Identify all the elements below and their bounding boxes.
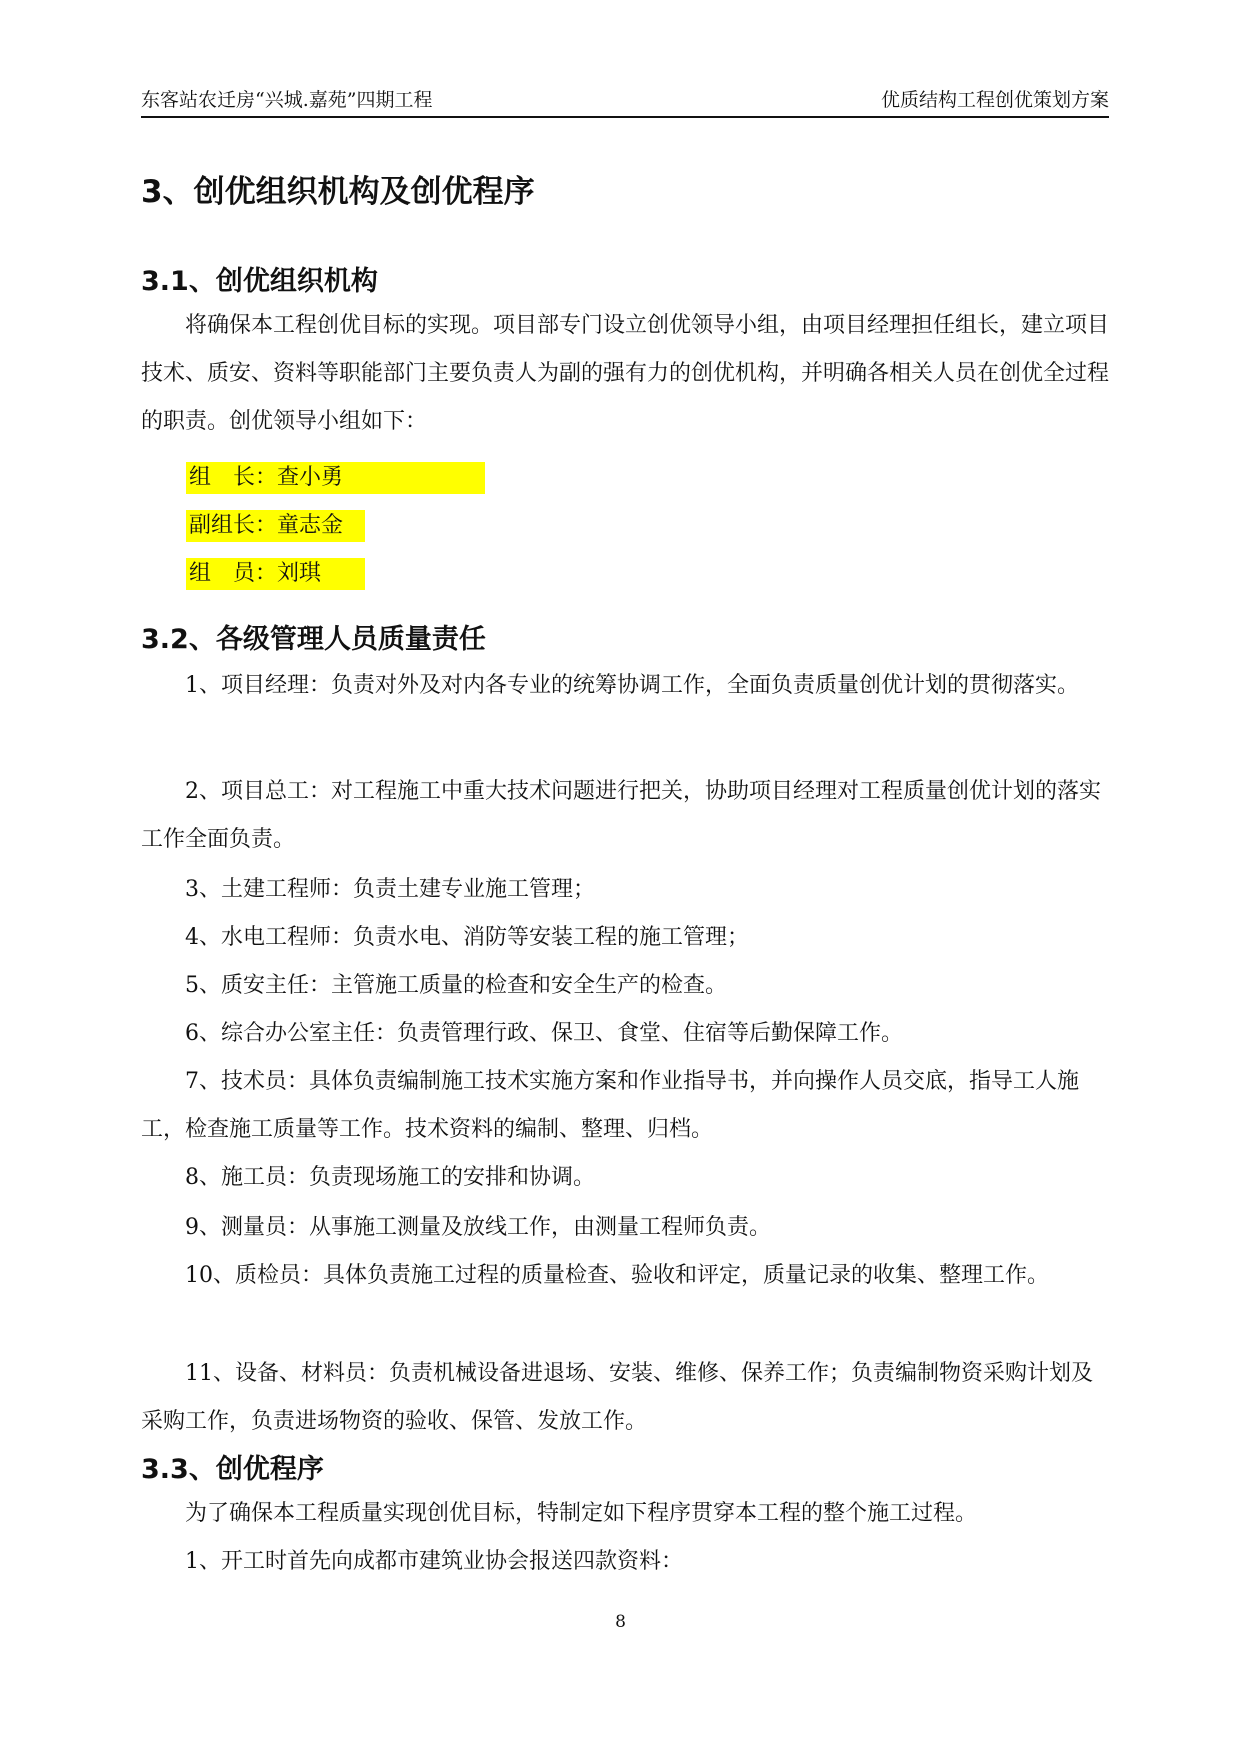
member-highlight: 组 员：刘琪 <box>186 558 365 590</box>
subsection-title-3-2: 3.2、各级管理人员质量责任 <box>141 624 486 655</box>
page-number: 8 <box>615 1612 626 1632</box>
responsibility-item: 4、水电工程师：负责水电、消防等安装工程的施工管理； <box>185 925 749 950</box>
responsibility-item: 7、技术员：具体负责编制施工技术实施方案和作业指导书，并向操作人员交底，指导工人施工，检查施工质量等工作。技术资料的编制、整理、归档。 <box>141 1069 1080 1142</box>
responsibility-item: 8、施工员：负责现场施工的安排和协调。 <box>185 1165 595 1190</box>
responsibility-item: 11、设备、材料员：负责机械设备进退场、安装、维修、保养工作；负责编制物资采购计划及采购工作，负责进场物资的验收、保管、发放工作。 <box>141 1361 1093 1434</box>
header-project-name: 东客站农迁房“兴城.嘉苑”四期工程 <box>141 89 433 111</box>
paragraph-3-3-item-1: 1、开工时首先向成都市建筑业协会报送四款资料： <box>185 1549 683 1574</box>
paragraph-3-1-intro: 将确保本工程创优目标的实现。项目部专门设立创优领导小组，由项目经理担任组长，建立项目技术、质安、资料等职能部门主要负责人为副的强有力的创优机构，并明确各相关人员在创优全过程的职责。创优领导小组如下： <box>141 313 1110 434</box>
responsibility-item: 6、综合办公室主任：负责管理行政、保卫、食堂、住宿等后勤保障工作。 <box>185 1021 903 1046</box>
header-divider <box>141 116 1109 118</box>
responsibility-item: 5、质安主任：主管施工质量的检查和安全生产的检查。 <box>185 973 727 998</box>
subsection-title-3-3: 3.3、创优程序 <box>141 1454 324 1485</box>
header-document-title: 优质结构工程创优策划方案 <box>880 89 1109 111</box>
leader-highlight: 组 长：查小勇 <box>186 462 485 494</box>
responsibility-item: 3、土建工程师：负责土建专业施工管理； <box>185 877 595 902</box>
subsection-title-3-1: 3.1、创优组织机构 <box>141 266 378 297</box>
section-title: 3、创优组织机构及创优程序 <box>141 174 535 210</box>
deputy-leader-highlight: 副组长：童志金 <box>186 510 365 542</box>
paragraph-3-3-intro: 为了确保本工程质量实现创优目标，特制定如下程序贯穿本工程的整个施工过程。 <box>185 1501 978 1526</box>
responsibility-item: 2、项目总工：对工程施工中重大技术问题进行把关，协助项目经理对工程质量创优计划的落实工作全面负责。 <box>141 779 1102 852</box>
responsibility-item: 9、测量员：从事施工测量及放线工作，由测量工程师负责。 <box>185 1215 771 1240</box>
page-header <box>141 86 1109 114</box>
responsibility-item: 1、项目经理：负责对外及对内各专业的统筹协调工作，全面负责质量创优计划的贯彻落实。 <box>185 673 1080 698</box>
responsibility-item: 10、质检员：具体负责施工过程的质量检查、验收和评定，质量记录的收集、整理工作。 <box>185 1263 1049 1288</box>
